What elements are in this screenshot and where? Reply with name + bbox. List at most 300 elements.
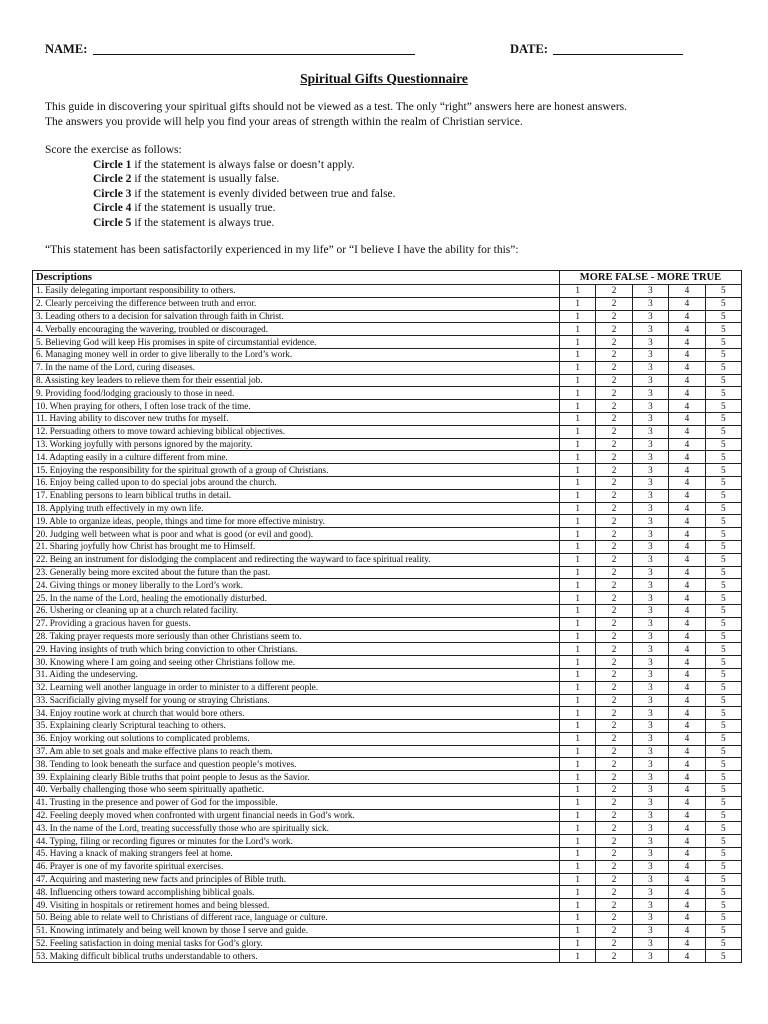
rating-option-3[interactable]: 3	[632, 451, 668, 464]
rating-option-2[interactable]: 2	[596, 451, 632, 464]
rating-option-3[interactable]: 3	[632, 489, 668, 502]
statement-text: 29. Having insights of truth which bring conviction to other Christians.	[33, 643, 560, 656]
rating-option-1[interactable]: 1	[560, 745, 596, 758]
rating-option-5[interactable]: 5	[705, 310, 741, 323]
rating-option-1[interactable]: 1	[560, 476, 596, 489]
statement-text: 43. In the name of the Lord, treating successfully those who are spiritually sick.	[33, 822, 560, 835]
rating-option-5[interactable]: 5	[705, 681, 741, 694]
scoring-item	[93, 216, 396, 230]
rating-option-3[interactable]: 3	[632, 886, 668, 899]
rating-option-3[interactable]: 3	[632, 438, 668, 451]
scoring-heading: Score the exercise as follows:	[45, 144, 182, 156]
rating-option-5[interactable]: 5	[705, 848, 741, 861]
rating-option-1[interactable]: 1	[560, 899, 596, 912]
rating-option-5[interactable]: 5	[705, 732, 741, 745]
rating-option-3[interactable]: 3	[632, 873, 668, 886]
rating-option-1[interactable]: 1	[560, 438, 596, 451]
rating-option-5[interactable]: 5	[705, 950, 741, 963]
rating-option-4[interactable]: 4	[669, 515, 705, 528]
statement-text: 45. Having a knack of making strangers feel at home.	[33, 848, 560, 861]
rating-option-5[interactable]: 5	[705, 336, 741, 349]
rating-option-4[interactable]: 4	[669, 643, 705, 656]
rating-option-3[interactable]: 3	[632, 374, 668, 387]
rating-option-1[interactable]: 1	[560, 400, 596, 413]
rating-option-5[interactable]: 5	[705, 886, 741, 899]
rating-option-5[interactable]: 5	[705, 809, 741, 822]
rating-option-5[interactable]: 5	[705, 899, 741, 912]
rating-option-2[interactable]: 2	[596, 899, 632, 912]
rating-option-5[interactable]: 5	[705, 873, 741, 886]
rating-option-3[interactable]: 3	[632, 540, 668, 553]
rating-option-1[interactable]: 1	[560, 323, 596, 336]
rating-option-2[interactable]: 2	[596, 553, 632, 566]
rating-option-5[interactable]: 5	[705, 720, 741, 733]
rating-option-2[interactable]: 2	[596, 502, 632, 515]
rating-option-2[interactable]: 2	[596, 886, 632, 899]
rating-option-5[interactable]: 5	[705, 285, 741, 298]
rating-option-4[interactable]: 4	[669, 323, 705, 336]
rating-option-3[interactable]: 3	[632, 348, 668, 361]
rating-option-3[interactable]: 3	[632, 860, 668, 873]
rating-option-2[interactable]: 2	[596, 937, 632, 950]
rating-option-2[interactable]: 2	[596, 617, 632, 630]
rating-option-3[interactable]: 3	[632, 515, 668, 528]
rating-option-3[interactable]: 3	[632, 361, 668, 374]
rating-option-4[interactable]: 4	[669, 732, 705, 745]
rating-option-3[interactable]: 3	[632, 617, 668, 630]
rating-option-4[interactable]: 4	[669, 937, 705, 950]
rating-option-1[interactable]: 1	[560, 502, 596, 515]
rating-option-2[interactable]: 2	[596, 822, 632, 835]
rating-option-1[interactable]: 1	[560, 912, 596, 925]
rating-option-2[interactable]: 2	[596, 361, 632, 374]
rating-option-4[interactable]: 4	[669, 579, 705, 592]
rating-option-2[interactable]: 2	[596, 924, 632, 937]
rating-option-1[interactable]: 1	[560, 784, 596, 797]
rating-option-4[interactable]: 4	[669, 771, 705, 784]
rating-option-1[interactable]: 1	[560, 285, 596, 298]
rating-option-1[interactable]: 1	[560, 374, 596, 387]
rating-option-3[interactable]: 3	[632, 643, 668, 656]
rating-option-5[interactable]: 5	[705, 912, 741, 925]
table-row	[33, 707, 742, 720]
rating-option-5[interactable]: 5	[705, 604, 741, 617]
rating-option-2[interactable]: 2	[596, 374, 632, 387]
rating-option-2[interactable]: 2	[596, 720, 632, 733]
rating-option-3[interactable]: 3	[632, 630, 668, 643]
rating-option-1[interactable]: 1	[560, 873, 596, 886]
statement-text: 15. Enjoying the responsibility for the spiritual growth of a group of Christians.	[33, 464, 560, 477]
rating-option-2[interactable]: 2	[596, 476, 632, 489]
rating-option-3[interactable]: 3	[632, 336, 668, 349]
rating-option-1[interactable]: 1	[560, 860, 596, 873]
rating-option-4[interactable]: 4	[669, 310, 705, 323]
date-label: DATE:	[510, 42, 548, 56]
rating-option-4[interactable]: 4	[669, 566, 705, 579]
rating-option-3[interactable]: 3	[632, 323, 668, 336]
descriptions-header: Descriptions	[33, 271, 560, 285]
rating-option-3[interactable]: 3	[632, 694, 668, 707]
rating-option-3[interactable]: 3	[632, 592, 668, 605]
rating-option-2[interactable]: 2	[596, 707, 632, 720]
rating-option-4[interactable]: 4	[669, 361, 705, 374]
rating-option-2[interactable]: 2	[596, 835, 632, 848]
name-field[interactable]	[93, 54, 415, 55]
rating-option-1[interactable]: 1	[560, 336, 596, 349]
rating-option-5[interactable]: 5	[705, 348, 741, 361]
rating-option-1[interactable]: 1	[560, 822, 596, 835]
rating-option-5[interactable]: 5	[705, 937, 741, 950]
rating-option-5[interactable]: 5	[705, 771, 741, 784]
rating-option-3[interactable]: 3	[632, 387, 668, 400]
rating-option-3[interactable]: 3	[632, 796, 668, 809]
rating-option-2[interactable]: 2	[596, 540, 632, 553]
rating-option-4[interactable]: 4	[669, 604, 705, 617]
rating-option-2[interactable]: 2	[596, 297, 632, 310]
rating-option-2[interactable]: 2	[596, 873, 632, 886]
rating-option-1[interactable]: 1	[560, 617, 596, 630]
rating-option-5[interactable]: 5	[705, 592, 741, 605]
intro-paragraph	[45, 100, 735, 130]
table-row	[33, 694, 742, 707]
rating-option-1[interactable]: 1	[560, 681, 596, 694]
rating-option-1[interactable]: 1	[560, 630, 596, 643]
rating-option-5[interactable]: 5	[705, 924, 741, 937]
rating-option-3[interactable]: 3	[632, 732, 668, 745]
rating-option-3[interactable]: 3	[632, 681, 668, 694]
rating-option-1[interactable]: 1	[560, 387, 596, 400]
rating-option-1[interactable]: 1	[560, 656, 596, 669]
rating-option-4[interactable]: 4	[669, 784, 705, 797]
table-row	[33, 361, 742, 374]
scoring-text: if the statement is evenly divided between true and false.	[131, 187, 396, 200]
statement-text: 23. Generally being more excited about the future than the past.	[33, 566, 560, 579]
rating-option-4[interactable]: 4	[669, 297, 705, 310]
rating-option-2[interactable]: 2	[596, 515, 632, 528]
rating-option-2[interactable]: 2	[596, 592, 632, 605]
rating-option-5[interactable]: 5	[705, 566, 741, 579]
rating-option-5[interactable]: 5	[705, 860, 741, 873]
rating-option-2[interactable]: 2	[596, 912, 632, 925]
rating-option-4[interactable]: 4	[669, 540, 705, 553]
rating-option-5[interactable]: 5	[705, 464, 741, 477]
statement-text: 38. Tending to look beneath the surface and question people’s motives.	[33, 758, 560, 771]
rating-option-3[interactable]: 3	[632, 656, 668, 669]
rating-option-4[interactable]: 4	[669, 745, 705, 758]
rating-option-1[interactable]: 1	[560, 553, 596, 566]
rating-option-5[interactable]: 5	[705, 553, 741, 566]
rating-option-3[interactable]: 3	[632, 579, 668, 592]
rating-option-4[interactable]: 4	[669, 848, 705, 861]
rating-option-5[interactable]: 5	[705, 835, 741, 848]
rating-option-2[interactable]: 2	[596, 425, 632, 438]
table-row	[33, 438, 742, 451]
table-row	[33, 835, 742, 848]
table-row	[33, 476, 742, 489]
rating-option-4[interactable]: 4	[669, 400, 705, 413]
rating-option-2[interactable]: 2	[596, 400, 632, 413]
rating-option-4[interactable]: 4	[669, 387, 705, 400]
rating-option-5[interactable]: 5	[705, 515, 741, 528]
rating-option-5[interactable]: 5	[705, 707, 741, 720]
rating-option-4[interactable]: 4	[669, 707, 705, 720]
rating-option-2[interactable]: 2	[596, 784, 632, 797]
rating-option-4[interactable]: 4	[669, 412, 705, 425]
table-row	[33, 489, 742, 502]
rating-option-4[interactable]: 4	[669, 873, 705, 886]
rating-option-1[interactable]: 1	[560, 720, 596, 733]
rating-option-4[interactable]: 4	[669, 489, 705, 502]
rating-option-1[interactable]: 1	[560, 694, 596, 707]
rating-option-3[interactable]: 3	[632, 400, 668, 413]
rating-option-3[interactable]: 3	[632, 566, 668, 579]
rating-option-2[interactable]: 2	[596, 566, 632, 579]
rating-option-5[interactable]: 5	[705, 656, 741, 669]
rating-option-2[interactable]: 2	[596, 745, 632, 758]
rating-option-5[interactable]: 5	[705, 758, 741, 771]
rating-option-3[interactable]: 3	[632, 899, 668, 912]
rating-option-5[interactable]: 5	[705, 323, 741, 336]
rating-option-5[interactable]: 5	[705, 796, 741, 809]
rating-option-5[interactable]: 5	[705, 412, 741, 425]
rating-option-4[interactable]: 4	[669, 336, 705, 349]
rating-option-4[interactable]: 4	[669, 425, 705, 438]
table-row	[33, 873, 742, 886]
rating-option-4[interactable]: 4	[669, 656, 705, 669]
rating-option-2[interactable]: 2	[596, 579, 632, 592]
rating-option-1[interactable]: 1	[560, 297, 596, 310]
rating-option-5[interactable]: 5	[705, 451, 741, 464]
rating-option-1[interactable]: 1	[560, 540, 596, 553]
rating-option-4[interactable]: 4	[669, 553, 705, 566]
rating-option-1[interactable]: 1	[560, 592, 596, 605]
statement-text: 14. Adapting easily in a culture different from mine.	[33, 451, 560, 464]
intro-line: The answers you provide will help you find your areas of strength within the realm of Christian service.	[45, 116, 523, 128]
rating-option-1[interactable]: 1	[560, 451, 596, 464]
rating-option-2[interactable]: 2	[596, 348, 632, 361]
rating-option-2[interactable]: 2	[596, 668, 632, 681]
rating-option-1[interactable]: 1	[560, 348, 596, 361]
rating-option-2[interactable]: 2	[596, 464, 632, 477]
rating-option-2[interactable]: 2	[596, 732, 632, 745]
rating-option-1[interactable]: 1	[560, 924, 596, 937]
rating-option-3[interactable]: 3	[632, 771, 668, 784]
rating-option-2[interactable]: 2	[596, 323, 632, 336]
rating-option-1[interactable]: 1	[560, 528, 596, 541]
rating-option-1[interactable]: 1	[560, 835, 596, 848]
rating-option-1[interactable]: 1	[560, 489, 596, 502]
rating-option-4[interactable]: 4	[669, 528, 705, 541]
rating-option-3[interactable]: 3	[632, 848, 668, 861]
rating-option-5[interactable]: 5	[705, 630, 741, 643]
rating-option-4[interactable]: 4	[669, 451, 705, 464]
rating-option-2[interactable]: 2	[596, 809, 632, 822]
rating-option-1[interactable]: 1	[560, 950, 596, 963]
rating-option-3[interactable]: 3	[632, 835, 668, 848]
rating-option-3[interactable]: 3	[632, 912, 668, 925]
rating-option-4[interactable]: 4	[669, 374, 705, 387]
rating-option-5[interactable]: 5	[705, 361, 741, 374]
rating-option-4[interactable]: 4	[669, 592, 705, 605]
rating-option-3[interactable]: 3	[632, 425, 668, 438]
rating-option-2[interactable]: 2	[596, 860, 632, 873]
rating-option-3[interactable]: 3	[632, 285, 668, 298]
rating-option-4[interactable]: 4	[669, 476, 705, 489]
rating-option-1[interactable]: 1	[560, 809, 596, 822]
rating-option-2[interactable]: 2	[596, 643, 632, 656]
scoring-item	[93, 201, 396, 215]
rating-option-5[interactable]: 5	[705, 387, 741, 400]
rating-option-2[interactable]: 2	[596, 758, 632, 771]
statement-text: 12. Persuading others to move toward achieving biblical objectives.	[33, 425, 560, 438]
scoring-item	[93, 187, 396, 201]
rating-option-3[interactable]: 3	[632, 464, 668, 477]
rating-option-4[interactable]: 4	[669, 835, 705, 848]
rating-option-3[interactable]: 3	[632, 950, 668, 963]
rating-option-5[interactable]: 5	[705, 579, 741, 592]
rating-option-2[interactable]: 2	[596, 771, 632, 784]
rating-option-4[interactable]: 4	[669, 630, 705, 643]
rating-option-5[interactable]: 5	[705, 476, 741, 489]
rating-option-5[interactable]: 5	[705, 528, 741, 541]
rating-option-1[interactable]: 1	[560, 579, 596, 592]
rating-option-5[interactable]: 5	[705, 502, 741, 515]
rating-option-2[interactable]: 2	[596, 796, 632, 809]
rating-option-5[interactable]: 5	[705, 745, 741, 758]
rating-option-4[interactable]: 4	[669, 860, 705, 873]
rating-option-3[interactable]: 3	[632, 553, 668, 566]
statement-text: 42. Feeling deeply moved when confronted with urgent financial needs in God’s work.	[33, 809, 560, 822]
rating-option-4[interactable]: 4	[669, 438, 705, 451]
rating-option-5[interactable]: 5	[705, 643, 741, 656]
rating-option-3[interactable]: 3	[632, 297, 668, 310]
rating-option-3[interactable]: 3	[632, 412, 668, 425]
rating-option-5[interactable]: 5	[705, 425, 741, 438]
table-row	[33, 451, 742, 464]
scoring-text: if the statement is always true.	[131, 216, 275, 229]
rating-option-1[interactable]: 1	[560, 464, 596, 477]
rating-option-1[interactable]: 1	[560, 668, 596, 681]
rating-option-5[interactable]: 5	[705, 784, 741, 797]
rating-option-1[interactable]: 1	[560, 310, 596, 323]
rating-option-3[interactable]: 3	[632, 310, 668, 323]
rating-option-1[interactable]: 1	[560, 643, 596, 656]
rating-option-5[interactable]: 5	[705, 617, 741, 630]
rating-option-3[interactable]: 3	[632, 476, 668, 489]
rating-option-4[interactable]: 4	[669, 694, 705, 707]
rating-option-1[interactable]: 1	[560, 848, 596, 861]
rating-option-5[interactable]: 5	[705, 374, 741, 387]
rating-option-2[interactable]: 2	[596, 630, 632, 643]
rating-option-1[interactable]: 1	[560, 771, 596, 784]
rating-option-4[interactable]: 4	[669, 668, 705, 681]
rating-option-3[interactable]: 3	[632, 668, 668, 681]
rating-option-4[interactable]: 4	[669, 950, 705, 963]
rating-option-4[interactable]: 4	[669, 681, 705, 694]
rating-option-4[interactable]: 4	[669, 912, 705, 925]
rating-option-4[interactable]: 4	[669, 285, 705, 298]
scoring-text: if the statement is always false or doesn’t apply.	[131, 159, 355, 171]
rating-option-4[interactable]: 4	[669, 720, 705, 733]
rating-option-4[interactable]: 4	[669, 899, 705, 912]
rating-option-2[interactable]: 2	[596, 412, 632, 425]
statement-text: 3. Leading others to a decision for salvation through faith in Christ.	[33, 310, 560, 323]
rating-option-2[interactable]: 2	[596, 694, 632, 707]
rating-option-1[interactable]: 1	[560, 758, 596, 771]
rating-option-3[interactable]: 3	[632, 784, 668, 797]
rating-option-1[interactable]: 1	[560, 604, 596, 617]
statement-text: 30. Knowing where I am going and seeing other Christians follow me.	[33, 656, 560, 669]
rating-option-2[interactable]: 2	[596, 681, 632, 694]
rating-option-1[interactable]: 1	[560, 425, 596, 438]
date-field[interactable]	[553, 54, 683, 55]
rating-option-4[interactable]: 4	[669, 796, 705, 809]
rating-option-3[interactable]: 3	[632, 937, 668, 950]
rating-option-2[interactable]: 2	[596, 848, 632, 861]
rating-option-4[interactable]: 4	[669, 502, 705, 515]
rating-option-1[interactable]: 1	[560, 566, 596, 579]
rating-option-2[interactable]: 2	[596, 950, 632, 963]
rating-option-5[interactable]: 5	[705, 668, 741, 681]
rating-option-4[interactable]: 4	[669, 924, 705, 937]
rating-option-2[interactable]: 2	[596, 336, 632, 349]
rating-option-3[interactable]: 3	[632, 809, 668, 822]
rating-option-5[interactable]: 5	[705, 694, 741, 707]
rating-option-3[interactable]: 3	[632, 745, 668, 758]
table-row	[33, 579, 742, 592]
rating-option-3[interactable]: 3	[632, 707, 668, 720]
rating-option-1[interactable]: 1	[560, 937, 596, 950]
rating-option-1[interactable]: 1	[560, 886, 596, 899]
rating-option-5[interactable]: 5	[705, 438, 741, 451]
rating-option-1[interactable]: 1	[560, 515, 596, 528]
rating-option-2[interactable]: 2	[596, 310, 632, 323]
rating-option-2[interactable]: 2	[596, 489, 632, 502]
rating-option-4[interactable]: 4	[669, 809, 705, 822]
rating-option-2[interactable]: 2	[596, 604, 632, 617]
rating-option-4[interactable]: 4	[669, 617, 705, 630]
rating-option-5[interactable]: 5	[705, 540, 741, 553]
rating-option-1[interactable]: 1	[560, 361, 596, 374]
rating-option-2[interactable]: 2	[596, 387, 632, 400]
rating-option-3[interactable]: 3	[632, 604, 668, 617]
rating-option-3[interactable]: 3	[632, 924, 668, 937]
rating-option-5[interactable]: 5	[705, 297, 741, 310]
rating-option-4[interactable]: 4	[669, 822, 705, 835]
rating-option-3[interactable]: 3	[632, 720, 668, 733]
rating-option-3[interactable]: 3	[632, 822, 668, 835]
rating-option-5[interactable]: 5	[705, 489, 741, 502]
rating-option-1[interactable]: 1	[560, 412, 596, 425]
rating-option-3[interactable]: 3	[632, 528, 668, 541]
rating-option-3[interactable]: 3	[632, 502, 668, 515]
rating-option-4[interactable]: 4	[669, 758, 705, 771]
rating-option-1[interactable]: 1	[560, 796, 596, 809]
rating-option-4[interactable]: 4	[669, 348, 705, 361]
rating-option-1[interactable]: 1	[560, 707, 596, 720]
rating-option-4[interactable]: 4	[669, 464, 705, 477]
rating-option-4[interactable]: 4	[669, 886, 705, 899]
rating-option-5[interactable]: 5	[705, 400, 741, 413]
rating-option-2[interactable]: 2	[596, 528, 632, 541]
rating-option-5[interactable]: 5	[705, 822, 741, 835]
rating-option-2[interactable]: 2	[596, 656, 632, 669]
rating-option-2[interactable]: 2	[596, 285, 632, 298]
table-row	[33, 732, 742, 745]
rating-option-3[interactable]: 3	[632, 758, 668, 771]
rating-option-2[interactable]: 2	[596, 438, 632, 451]
rating-option-1[interactable]: 1	[560, 732, 596, 745]
